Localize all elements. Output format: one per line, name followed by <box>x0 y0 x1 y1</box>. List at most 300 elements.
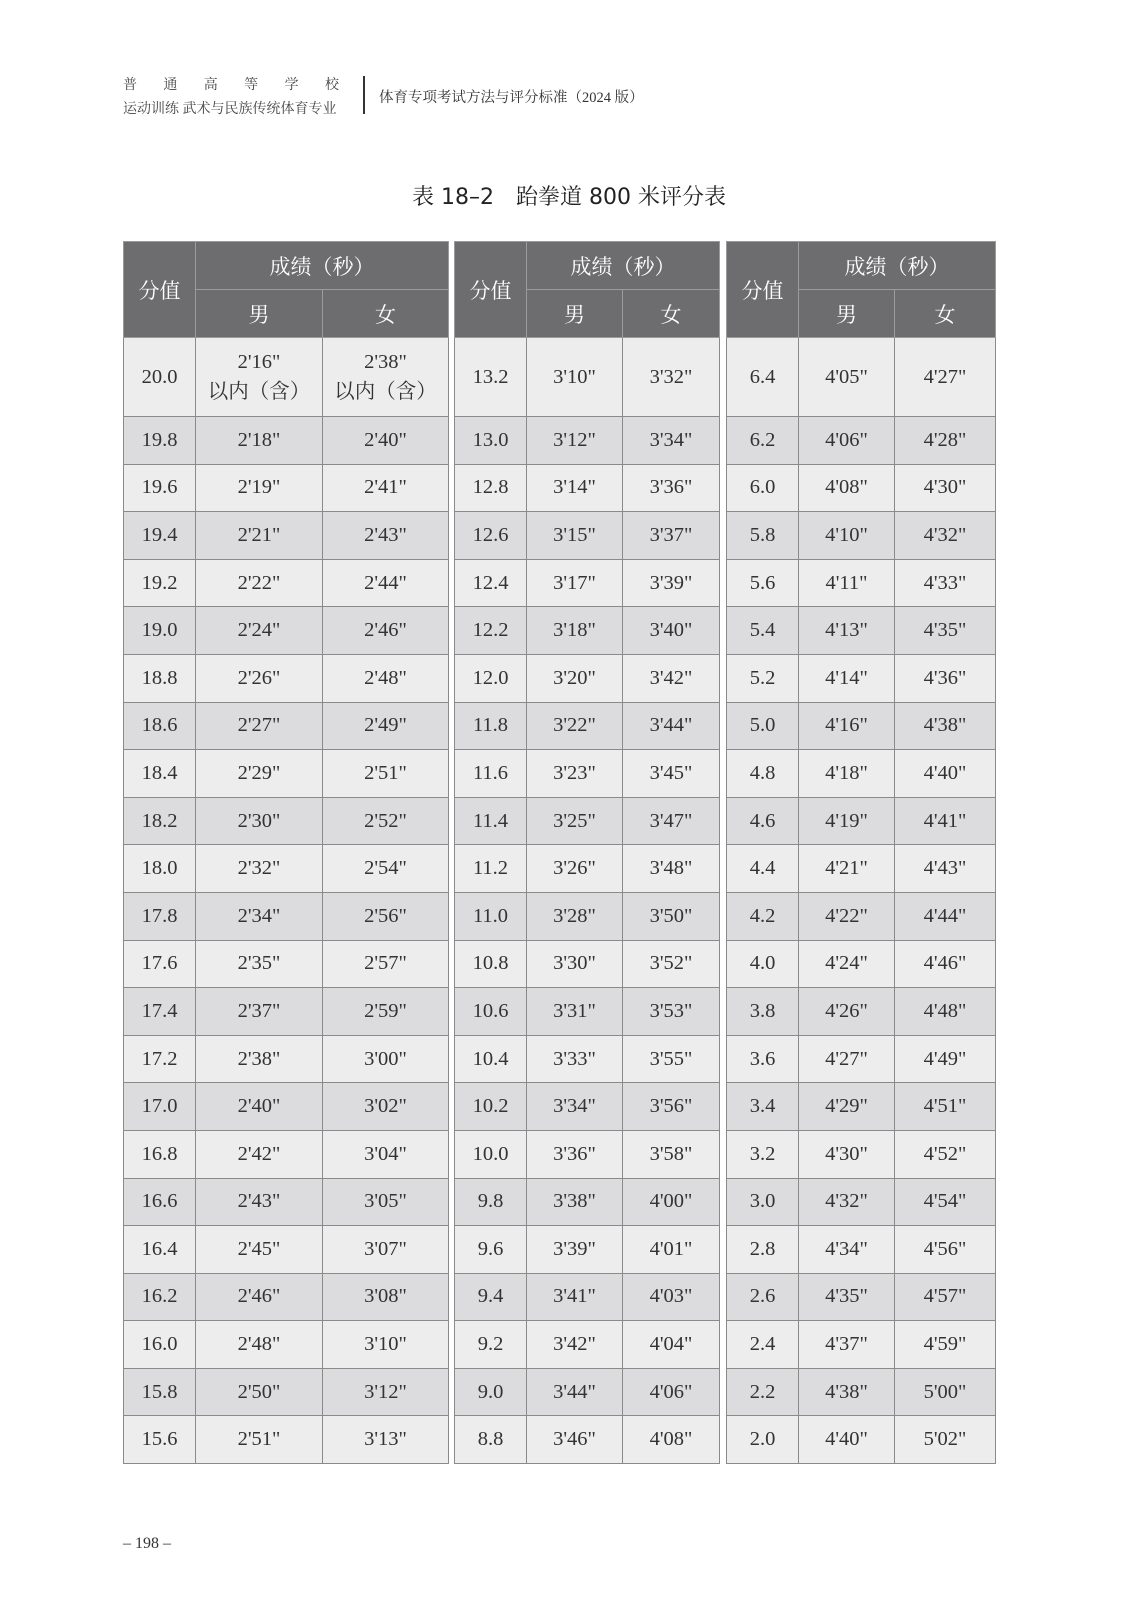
score-cell: 19.8 <box>124 417 196 465</box>
header-book-title: 体育专项考试方法与评分标准（2024 版） <box>379 90 644 106</box>
male-time-cell: 2'27" <box>196 702 323 750</box>
female-time-cell: 3'44" <box>623 702 720 750</box>
male-time-cell: 3'26" <box>527 845 623 893</box>
female-time-cell: 2'56" <box>323 892 449 940</box>
score-cell: 9.6 <box>455 1226 527 1274</box>
female-time-cell: 4'38" <box>895 702 996 750</box>
female-time-cell: 4'49" <box>895 1035 996 1083</box>
score-cell: 6.2 <box>727 417 799 465</box>
table-row <box>124 654 449 702</box>
female-time-cell: 3'58" <box>623 1130 720 1178</box>
male-time-cell: 4'35" <box>799 1273 895 1321</box>
score-cell: 10.6 <box>455 988 527 1036</box>
score-cell: 19.0 <box>124 607 196 655</box>
table-row <box>727 1178 996 1226</box>
male-time-cell: 4'21" <box>799 845 895 893</box>
table-row <box>455 512 720 560</box>
female-time-cell: 5'02" <box>895 1416 996 1464</box>
table-row <box>727 654 996 702</box>
female-time-cell: 3'52" <box>623 940 720 988</box>
male-time-cell: 3'23" <box>527 750 623 798</box>
male-time-cell: 3'15" <box>527 512 623 560</box>
male-time-cell: 4'24" <box>799 940 895 988</box>
male-time-cell: 4'32" <box>799 1178 895 1226</box>
score-cell: 2.6 <box>727 1273 799 1321</box>
male-time-cell: 4'13" <box>799 607 895 655</box>
male-time-cell: 4'19" <box>799 797 895 845</box>
male-time-cell: 3'17" <box>527 559 623 607</box>
male-time-cell: 3'46" <box>527 1416 623 1464</box>
table-row <box>124 1035 449 1083</box>
table-row <box>124 417 449 465</box>
table-row <box>124 797 449 845</box>
table-row <box>124 1273 449 1321</box>
female-time-cell: 3'42" <box>623 654 720 702</box>
male-time-cell: 2'22" <box>196 559 323 607</box>
score-cell: 12.6 <box>455 512 527 560</box>
female-time-cell: 3'55" <box>623 1035 720 1083</box>
table-row <box>455 1035 720 1083</box>
female-time-cell: 3'40" <box>623 607 720 655</box>
male-time-cell <box>196 338 323 417</box>
female-time-cell: 3'00" <box>323 1035 449 1083</box>
male-time-cell: 2'19" <box>196 464 323 512</box>
score-cell: 4.8 <box>727 750 799 798</box>
score-cell: 11.6 <box>455 750 527 798</box>
male-time-cell: 2'40" <box>196 1083 323 1131</box>
female-time-cell: 4'28" <box>895 417 996 465</box>
table-row <box>455 338 720 417</box>
table-row <box>124 940 449 988</box>
score-cell: 3.0 <box>727 1178 799 1226</box>
score-cell: 17.2 <box>124 1035 196 1083</box>
female-time-cell: 3'32" <box>623 338 720 417</box>
male-time-cell: 4'06" <box>799 417 895 465</box>
female-time-cell: 4'52" <box>895 1130 996 1178</box>
table-row <box>727 1226 996 1274</box>
table-row <box>727 845 996 893</box>
table-row <box>727 940 996 988</box>
table-row <box>124 338 449 417</box>
table-row <box>124 1178 449 1226</box>
score-cell: 10.4 <box>455 1035 527 1083</box>
table-row <box>727 1321 996 1369</box>
header-result: 成绩（秒） <box>196 242 449 290</box>
table-row <box>455 988 720 1036</box>
female-time-cell: 3'13" <box>323 1416 449 1464</box>
male-time-cell: 3'36" <box>527 1130 623 1178</box>
table-row <box>124 988 449 1036</box>
male-time-cell: 3'25" <box>527 797 623 845</box>
female-time-cell: 3'02" <box>323 1083 449 1131</box>
female-time-cell: 2'44" <box>323 559 449 607</box>
female-time-cell: 3'37" <box>623 512 720 560</box>
female-time-cell: 3'53" <box>623 988 720 1036</box>
table-row <box>727 797 996 845</box>
female-time-cell: 4'00" <box>623 1178 720 1226</box>
female-time-cell: 3'45" <box>623 750 720 798</box>
male-time-cell: 3'38" <box>527 1178 623 1226</box>
female-time-cell: 4'03" <box>623 1273 720 1321</box>
table-row <box>124 1321 449 1369</box>
header-female: 女 <box>895 290 996 338</box>
female-time-cell: 2'51" <box>323 750 449 798</box>
female-time-cell: 4'27" <box>895 338 996 417</box>
female-time-cell: 3'08" <box>323 1273 449 1321</box>
table-row <box>124 559 449 607</box>
score-cell: 17.0 <box>124 1083 196 1131</box>
female-time-cell-value: 2'38" <box>364 351 407 373</box>
score-cell: 18.4 <box>124 750 196 798</box>
table-row <box>727 1368 996 1416</box>
male-time-cell: 2'48" <box>196 1321 323 1369</box>
female-time-cell: 2'57" <box>323 940 449 988</box>
score-cell: 3.6 <box>727 1035 799 1083</box>
female-time-cell: 4'54" <box>895 1178 996 1226</box>
male-time-cell: 2'32" <box>196 845 323 893</box>
score-table <box>726 241 996 1464</box>
header-school-char: 普 <box>123 78 139 93</box>
female-time-cell: 3'05" <box>323 1178 449 1226</box>
score-cell: 4.2 <box>727 892 799 940</box>
table-row <box>124 1130 449 1178</box>
table-row <box>455 1321 720 1369</box>
female-time-cell: 3'12" <box>323 1368 449 1416</box>
score-cell: 6.0 <box>727 464 799 512</box>
female-time-cell: 4'35" <box>895 607 996 655</box>
score-cell: 19.6 <box>124 464 196 512</box>
score-cell: 4.4 <box>727 845 799 893</box>
table-row <box>727 702 996 750</box>
score-cell: 16.8 <box>124 1130 196 1178</box>
table-row <box>455 1178 720 1226</box>
score-cell: 13.2 <box>455 338 527 417</box>
male-time-cell: 2'18" <box>196 417 323 465</box>
table-row <box>455 940 720 988</box>
female-time-cell: 2'48" <box>323 654 449 702</box>
male-time-cell: 3'14" <box>527 464 623 512</box>
female-time-cell: 4'44" <box>895 892 996 940</box>
header-score: 分值 <box>455 242 527 338</box>
score-table <box>123 241 449 1464</box>
header-school-char: 校 <box>324 78 341 93</box>
table-row <box>727 559 996 607</box>
table-row <box>455 1083 720 1131</box>
header-school-char: 等 <box>244 78 261 93</box>
female-time-cell: 3'10" <box>323 1321 449 1369</box>
table-row <box>124 845 449 893</box>
header-school-char: 学 <box>284 78 301 93</box>
female-time-cell: 2'52" <box>323 797 449 845</box>
male-time-cell: 3'44" <box>527 1368 623 1416</box>
male-time-cell: 2'46" <box>196 1273 323 1321</box>
score-cell: 19.4 <box>124 512 196 560</box>
female-time-cell: 2'49" <box>323 702 449 750</box>
female-time-cell: 3'50" <box>623 892 720 940</box>
table-row <box>124 1083 449 1131</box>
female-time-cell: 4'46" <box>895 940 996 988</box>
male-time-cell: 4'05" <box>799 338 895 417</box>
score-cell: 9.4 <box>455 1273 527 1321</box>
score-cell: 20.0 <box>124 338 196 417</box>
header-score: 分值 <box>727 242 799 338</box>
table-row <box>727 607 996 655</box>
score-cell: 11.4 <box>455 797 527 845</box>
score-cell: 18.0 <box>124 845 196 893</box>
male-time-cell: 3'28" <box>527 892 623 940</box>
table-row <box>727 1035 996 1083</box>
score-cell: 3.4 <box>727 1083 799 1131</box>
table-row <box>727 988 996 1036</box>
female-time-cell: 2'54" <box>323 845 449 893</box>
male-time-cell: 4'10" <box>799 512 895 560</box>
score-cell: 9.2 <box>455 1321 527 1369</box>
female-time-cell: 4'48" <box>895 988 996 1036</box>
page-number: – 198 – <box>123 1535 171 1552</box>
header-school-char: 通 <box>163 78 180 93</box>
male-time-cell: 4'38" <box>799 1368 895 1416</box>
score-cell: 17.6 <box>124 940 196 988</box>
male-time-cell: 2'34" <box>196 892 323 940</box>
female-time-cell: 3'39" <box>623 559 720 607</box>
table-row <box>124 1226 449 1274</box>
table-row <box>455 417 720 465</box>
score-cell: 10.0 <box>455 1130 527 1178</box>
table-row <box>124 892 449 940</box>
score-cell: 12.0 <box>455 654 527 702</box>
female-time-cell <box>323 338 449 417</box>
male-time-cell: 4'18" <box>799 750 895 798</box>
header-divider <box>363 76 365 114</box>
male-time-cell: 2'30" <box>196 797 323 845</box>
female-time-cell: 4'04" <box>623 1321 720 1369</box>
header-male: 男 <box>527 290 623 338</box>
male-time-cell-value: 2'16" <box>237 351 281 373</box>
female-time-cell: 3'07" <box>323 1226 449 1274</box>
score-cell: 15.6 <box>124 1416 196 1464</box>
table-row <box>455 1130 720 1178</box>
female-time-cell: 4'57" <box>895 1273 996 1321</box>
table-title: 表 18–2 跆拳道 800 米评分表 <box>412 185 726 210</box>
header-subtitle: 运动训练 武术与民族传统体育专业 <box>123 102 337 117</box>
male-time-cell: 4'14" <box>799 654 895 702</box>
table-row <box>727 750 996 798</box>
table-row <box>455 797 720 845</box>
male-time-cell-qualifier: 以内（含） <box>207 381 311 403</box>
score-cell: 12.4 <box>455 559 527 607</box>
male-time-cell: 4'37" <box>799 1321 895 1369</box>
male-time-cell: 3'42" <box>527 1321 623 1369</box>
table-row <box>455 702 720 750</box>
table-row <box>727 1083 996 1131</box>
header-left <box>123 74 341 118</box>
female-time-cell: 3'04" <box>323 1130 449 1178</box>
score-cell: 6.4 <box>727 338 799 417</box>
score-cell: 5.0 <box>727 702 799 750</box>
male-time-cell: 4'29" <box>799 1083 895 1131</box>
female-time-cell: 4'41" <box>895 797 996 845</box>
score-cell: 2.4 <box>727 1321 799 1369</box>
male-time-cell: 2'42" <box>196 1130 323 1178</box>
score-cell: 5.6 <box>727 559 799 607</box>
male-time-cell: 3'34" <box>527 1083 623 1131</box>
female-time-cell: 4'36" <box>895 654 996 702</box>
table-row <box>727 464 996 512</box>
male-time-cell: 2'43" <box>196 1178 323 1226</box>
male-time-cell: 4'16" <box>799 702 895 750</box>
female-time-cell: 2'59" <box>323 988 449 1036</box>
table-row <box>455 892 720 940</box>
header-school-name <box>123 74 341 94</box>
header-school-char: 高 <box>203 78 220 93</box>
table-row <box>455 1416 720 1464</box>
header-result: 成绩（秒） <box>799 242 996 290</box>
female-time-cell: 3'36" <box>623 464 720 512</box>
header-male: 男 <box>799 290 895 338</box>
table-row <box>727 417 996 465</box>
score-cell: 5.2 <box>727 654 799 702</box>
score-cell: 2.8 <box>727 1226 799 1274</box>
score-cell: 16.6 <box>124 1178 196 1226</box>
male-time-cell: 3'22" <box>527 702 623 750</box>
male-time-cell: 2'35" <box>196 940 323 988</box>
score-table <box>454 241 720 1464</box>
score-cell: 5.8 <box>727 512 799 560</box>
score-cell: 3.8 <box>727 988 799 1036</box>
score-cell: 10.2 <box>455 1083 527 1131</box>
table-row <box>124 1368 449 1416</box>
score-cell: 8.8 <box>455 1416 527 1464</box>
table-row <box>727 1130 996 1178</box>
male-time-cell: 2'24" <box>196 607 323 655</box>
table-row <box>455 1273 720 1321</box>
female-time-cell: 4'01" <box>623 1226 720 1274</box>
score-cell: 17.8 <box>124 892 196 940</box>
table-row <box>455 750 720 798</box>
score-cell: 11.2 <box>455 845 527 893</box>
female-time-cell: 4'43" <box>895 845 996 893</box>
male-time-cell: 4'08" <box>799 464 895 512</box>
table-row <box>727 338 996 417</box>
male-time-cell: 4'27" <box>799 1035 895 1083</box>
female-time-cell: 4'40" <box>895 750 996 798</box>
table-row <box>455 464 720 512</box>
male-time-cell: 3'18" <box>527 607 623 655</box>
score-cell: 16.0 <box>124 1321 196 1369</box>
table-row <box>455 654 720 702</box>
female-time-cell: 2'46" <box>323 607 449 655</box>
male-time-cell: 4'30" <box>799 1130 895 1178</box>
table-row <box>727 1416 996 1464</box>
score-cell: 2.0 <box>727 1416 799 1464</box>
male-time-cell: 3'33" <box>527 1035 623 1083</box>
male-time-cell: 4'34" <box>799 1226 895 1274</box>
male-time-cell: 3'20" <box>527 654 623 702</box>
score-cell: 9.0 <box>455 1368 527 1416</box>
female-time-cell: 2'41" <box>323 464 449 512</box>
score-cell: 18.8 <box>124 654 196 702</box>
female-time-cell-qualifier: 以内（含） <box>334 381 437 403</box>
male-time-cell: 2'50" <box>196 1368 323 1416</box>
header-male: 男 <box>196 290 323 338</box>
score-cell: 2.2 <box>727 1368 799 1416</box>
score-cell: 3.2 <box>727 1130 799 1178</box>
score-cell: 11.8 <box>455 702 527 750</box>
male-time-cell: 2'45" <box>196 1226 323 1274</box>
female-time-cell: 4'32" <box>895 512 996 560</box>
male-time-cell: 2'21" <box>196 512 323 560</box>
header-score: 分值 <box>124 242 196 338</box>
score-cell: 4.0 <box>727 940 799 988</box>
table-row <box>455 1368 720 1416</box>
female-time-cell: 4'59" <box>895 1321 996 1369</box>
female-time-cell: 3'47" <box>623 797 720 845</box>
table-row <box>727 512 996 560</box>
female-time-cell: 4'51" <box>895 1083 996 1131</box>
header-female: 女 <box>623 290 720 338</box>
male-time-cell: 2'51" <box>196 1416 323 1464</box>
score-cell: 16.2 <box>124 1273 196 1321</box>
female-time-cell: 3'34" <box>623 417 720 465</box>
female-time-cell: 4'30" <box>895 464 996 512</box>
score-cell: 5.4 <box>727 607 799 655</box>
table-row <box>727 1273 996 1321</box>
male-time-cell: 2'29" <box>196 750 323 798</box>
female-time-cell: 4'06" <box>623 1368 720 1416</box>
male-time-cell: 2'38" <box>196 1035 323 1083</box>
female-time-cell: 4'08" <box>623 1416 720 1464</box>
male-time-cell: 4'11" <box>799 559 895 607</box>
header-female: 女 <box>323 290 449 338</box>
male-time-cell: 3'39" <box>527 1226 623 1274</box>
score-cell: 11.0 <box>455 892 527 940</box>
score-cell: 9.8 <box>455 1178 527 1226</box>
table-row <box>455 845 720 893</box>
female-time-cell: 3'48" <box>623 845 720 893</box>
header-result: 成绩（秒） <box>527 242 720 290</box>
male-time-cell: 3'41" <box>527 1273 623 1321</box>
female-time-cell: 4'56" <box>895 1226 996 1274</box>
table-row <box>455 559 720 607</box>
female-time-cell: 2'43" <box>323 512 449 560</box>
score-cell: 12.8 <box>455 464 527 512</box>
score-cell: 13.0 <box>455 417 527 465</box>
female-time-cell: 3'56" <box>623 1083 720 1131</box>
table-row <box>124 607 449 655</box>
score-cell: 18.2 <box>124 797 196 845</box>
table-row <box>124 702 449 750</box>
score-cell: 16.4 <box>124 1226 196 1274</box>
table-row <box>124 464 449 512</box>
male-time-cell: 2'26" <box>196 654 323 702</box>
table-row <box>124 1416 449 1464</box>
score-cell: 17.4 <box>124 988 196 1036</box>
score-cell: 18.6 <box>124 702 196 750</box>
female-time-cell: 4'33" <box>895 559 996 607</box>
score-cell: 15.8 <box>124 1368 196 1416</box>
male-time-cell: 3'30" <box>527 940 623 988</box>
male-time-cell: 4'22" <box>799 892 895 940</box>
table-row <box>124 750 449 798</box>
male-time-cell: 4'40" <box>799 1416 895 1464</box>
score-cell: 12.2 <box>455 607 527 655</box>
score-cell: 4.6 <box>727 797 799 845</box>
table-row <box>727 892 996 940</box>
table-row <box>124 512 449 560</box>
male-time-cell: 2'37" <box>196 988 323 1036</box>
score-tables <box>123 241 1019 1469</box>
score-cell: 19.2 <box>124 559 196 607</box>
